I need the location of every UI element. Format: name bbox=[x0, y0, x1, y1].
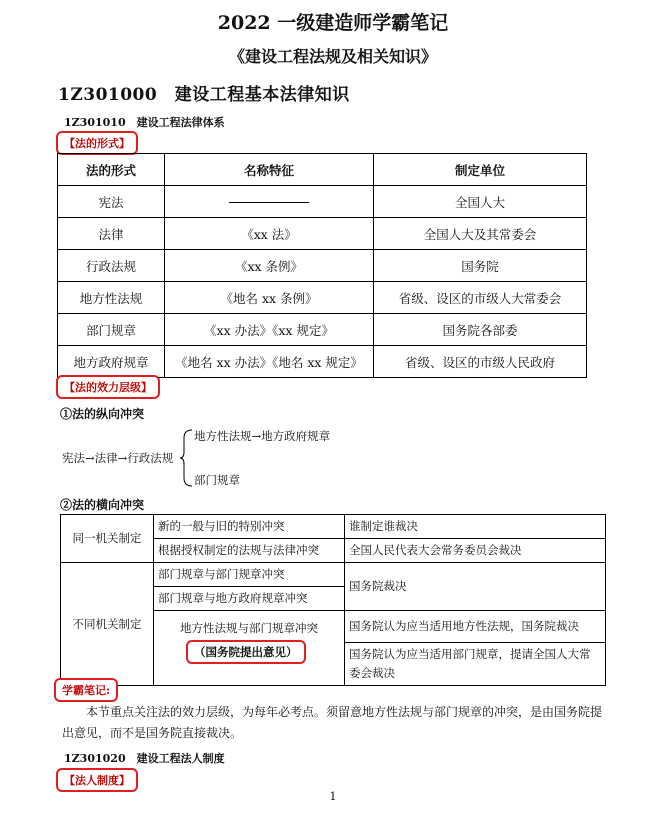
state-council-opinion-tag: （国务院提出意见） bbox=[186, 640, 306, 664]
hierarchy-tag: 【法的效力层级】 bbox=[56, 375, 160, 399]
notes-paragraph: 本节重点关注法的效力层级，为每年必考点。须留意地方性法规与部门规章的冲突，是由国务院提出意见，而不是国务院直接裁决。 bbox=[62, 705, 603, 740]
table-row bbox=[58, 346, 587, 378]
section-heading: 1Z301010 建设工程法律体系 bbox=[64, 116, 225, 129]
table-cell: 法律 bbox=[58, 218, 165, 250]
table-cell: 宪法 bbox=[58, 186, 165, 218]
vertical-branch-top: 地方性法规→地方政府规章 bbox=[194, 429, 331, 443]
table-cell: 地方性法规与部门规章冲突 bbox=[154, 611, 345, 686]
table-row bbox=[58, 314, 587, 346]
table-cell: 全国人民代表大会常务委员会裁决 bbox=[345, 539, 606, 563]
document-subtitle: 《建设工程法规及相关知识》 bbox=[228, 47, 437, 66]
table-header-row bbox=[58, 154, 587, 186]
vertical-chain: 宪法→法律→行政法规 bbox=[62, 451, 174, 465]
table-cell: 部门规章与地方政府规章冲突 bbox=[154, 587, 345, 611]
table-header-cell: 制定单位 bbox=[374, 154, 587, 186]
forms-tag: 【法的形式】 bbox=[56, 131, 138, 155]
table-header-cell: 法的形式 bbox=[58, 154, 165, 186]
table-cell: 《xx 法》 bbox=[165, 218, 374, 250]
table-cell: 国务院认为应当适用地方性法规，国务院裁决 bbox=[345, 611, 606, 643]
table-cell: 国务院认为应当适用部门规章，提请全国人大常委会裁决 bbox=[345, 643, 606, 686]
brace-icon bbox=[180, 428, 194, 488]
horizontal-conflict-table bbox=[60, 514, 606, 686]
table-cell: 部门规章与部门规章冲突 bbox=[154, 563, 345, 587]
table-cell: 《xx 办法》《xx 规定》 bbox=[165, 314, 374, 346]
table-cell: 全国人大 bbox=[374, 186, 587, 218]
table-cell: 地方政府规章 bbox=[58, 346, 165, 378]
table-cell: 国务院各部委 bbox=[374, 314, 587, 346]
table-row bbox=[58, 250, 587, 282]
table-cell: 国务院裁决 bbox=[345, 563, 606, 611]
law-forms-table bbox=[57, 153, 587, 378]
table-cell: 根据授权制定的法规与法律冲突 bbox=[154, 539, 345, 563]
table-row bbox=[61, 563, 606, 587]
table-cell: 行政法规 bbox=[58, 250, 165, 282]
table-cell: 谁制定谁裁决 bbox=[345, 515, 606, 539]
table-row bbox=[58, 282, 587, 314]
table-cell: 部门规章 bbox=[58, 314, 165, 346]
section-heading-2: 1Z301020 建设工程法人制度 bbox=[64, 752, 225, 765]
table-row bbox=[61, 515, 606, 539]
table-cell: 《xx 条例》 bbox=[165, 250, 374, 282]
horizontal-conflict-heading: ②法的横向冲突 bbox=[60, 498, 145, 512]
vertical-branch-bottom: 部门规章 bbox=[194, 473, 240, 487]
table-header-cell: 名称特征 bbox=[165, 154, 374, 186]
chapter-heading: 1Z301000 建设工程基本法律知识 bbox=[58, 85, 350, 105]
table-cell: 省级、设区的市级人大常委会 bbox=[374, 282, 587, 314]
document-title: 2022 一级建造师学霸笔记 bbox=[217, 12, 449, 34]
vertical-conflict-heading: ①法的纵向冲突 bbox=[60, 407, 145, 421]
legal-person-tag: 【法人制度】 bbox=[56, 768, 138, 792]
table-cell: 国务院 bbox=[374, 250, 587, 282]
table-cell: 《地名 xx 条例》 bbox=[165, 282, 374, 314]
notes-tag: 学霸笔记: bbox=[54, 678, 118, 702]
table-cell bbox=[165, 186, 374, 218]
table-row bbox=[58, 186, 587, 218]
table-cell: 新的一般与旧的特别冲突 bbox=[154, 515, 345, 539]
table-row bbox=[58, 218, 587, 250]
table-cell: 地方性法规 bbox=[58, 282, 165, 314]
table-cell: 省级、设区的市级人民政府 bbox=[374, 346, 587, 378]
table-cell: 《地名 xx 办法》《地名 xx 规定》 bbox=[165, 346, 374, 378]
table-cell: 同一机关制定 bbox=[61, 515, 154, 563]
table-cell: 全国人大及其常委会 bbox=[374, 218, 587, 250]
dash-line bbox=[229, 202, 309, 203]
table-cell: 不同机关制定 bbox=[61, 563, 154, 686]
page-number: 1 bbox=[329, 790, 337, 803]
